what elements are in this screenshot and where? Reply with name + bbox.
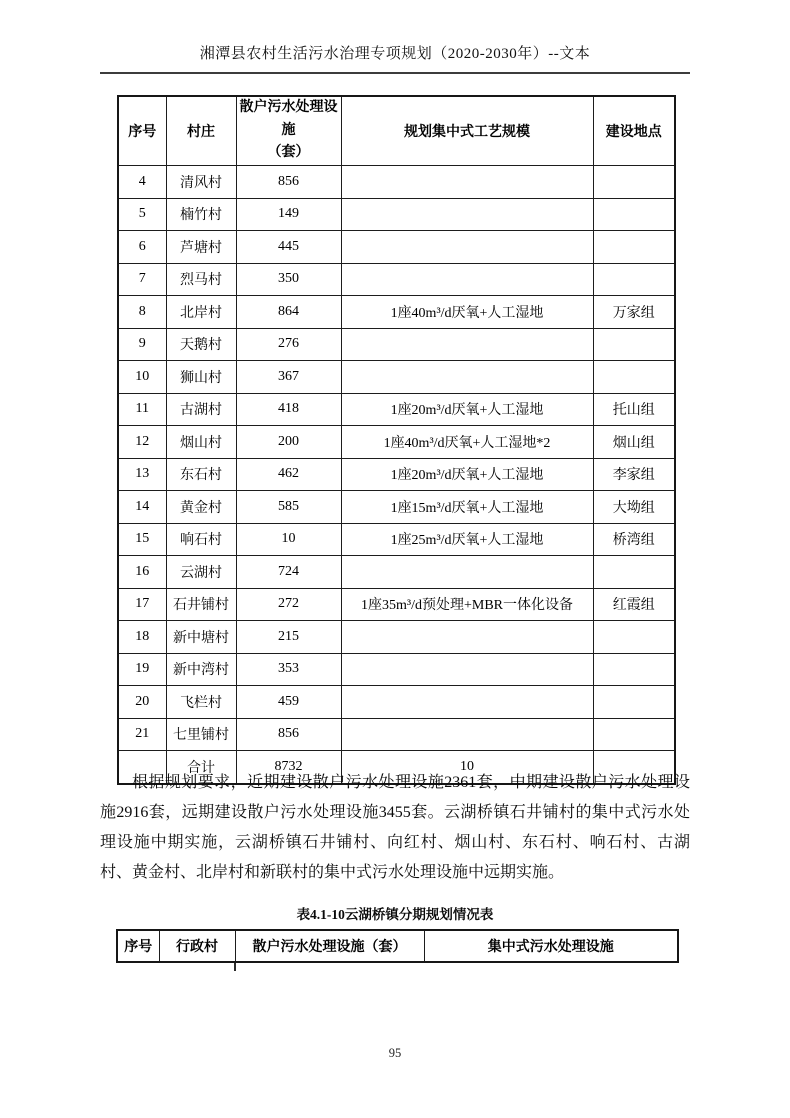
cell-units: 445 bbox=[236, 231, 341, 264]
table2-caption: 表4.1-10云湖桥镇分期规划情况表 bbox=[296, 907, 494, 922]
cell-village: 石井铺村 bbox=[166, 588, 236, 621]
cell-location: 李家组 bbox=[593, 458, 675, 491]
table-row bbox=[118, 523, 675, 556]
cell-units: 459 bbox=[236, 686, 341, 719]
cell-process bbox=[341, 361, 593, 394]
cell-units: 856 bbox=[236, 166, 341, 199]
cell-units: 350 bbox=[236, 263, 341, 296]
col-header-seq: 序号 bbox=[118, 96, 166, 166]
cell-process: 1座25m³/d厌氧+人工湿地 bbox=[341, 523, 593, 556]
cell-seq: 6 bbox=[118, 231, 166, 264]
cell-process: 1座20m³/d厌氧+人工湿地 bbox=[341, 458, 593, 491]
cell-location bbox=[593, 686, 675, 719]
col-header-village: 村庄 bbox=[166, 96, 236, 166]
cell-units: 585 bbox=[236, 491, 341, 524]
cell-village: 云湖村 bbox=[166, 556, 236, 589]
table-header-row bbox=[118, 96, 675, 166]
cell-seq: 7 bbox=[118, 263, 166, 296]
cell-village: 响石村 bbox=[166, 523, 236, 556]
cell-units: 276 bbox=[236, 328, 341, 361]
cell-location: 万家组 bbox=[593, 296, 675, 329]
cell-seq: 18 bbox=[118, 621, 166, 654]
table-row bbox=[118, 426, 675, 459]
cell-location: 桥湾组 bbox=[593, 523, 675, 556]
header-divider-rule bbox=[100, 72, 690, 74]
cell-location bbox=[593, 263, 675, 296]
table-header-row bbox=[117, 930, 678, 962]
table-row bbox=[118, 588, 675, 621]
cell-location bbox=[593, 231, 675, 264]
cell-seq: 12 bbox=[118, 426, 166, 459]
table-row bbox=[118, 393, 675, 426]
cell-units: 215 bbox=[236, 621, 341, 654]
cell-process bbox=[341, 556, 593, 589]
table-row bbox=[118, 653, 675, 686]
cell-location bbox=[593, 621, 675, 654]
cell-seq: 8 bbox=[118, 296, 166, 329]
cell-seq: 14 bbox=[118, 491, 166, 524]
cell-process: 1座15m³/d厌氧+人工湿地 bbox=[341, 491, 593, 524]
cell-units: 353 bbox=[236, 653, 341, 686]
cell-village: 新中湾村 bbox=[166, 653, 236, 686]
table-row bbox=[118, 458, 675, 491]
col-header-process: 规划集中式工艺规模 bbox=[341, 96, 593, 166]
cell-process: 1座40m³/d厌氧+人工湿地 bbox=[341, 296, 593, 329]
cell-process: 1座40m³/d厌氧+人工湿地*2 bbox=[341, 426, 593, 459]
col-header-units-line1: 散户污水处理设施 bbox=[239, 100, 338, 138]
cell-village: 飞栏村 bbox=[166, 686, 236, 719]
cell-process bbox=[341, 621, 593, 654]
cell-units: 272 bbox=[236, 588, 341, 621]
cell-village: 北岸村 bbox=[166, 296, 236, 329]
cell-location bbox=[593, 718, 675, 751]
col-header-admin-village: 行政村 bbox=[159, 930, 235, 962]
col-header-units-line2: （套） bbox=[267, 145, 310, 161]
cell-process bbox=[341, 653, 593, 686]
cell-location bbox=[593, 653, 675, 686]
cell-location bbox=[593, 198, 675, 231]
cell-village: 清风村 bbox=[166, 166, 236, 199]
table-row bbox=[118, 718, 675, 751]
table-row bbox=[118, 296, 675, 329]
cell-process bbox=[341, 686, 593, 719]
cell-location: 烟山组 bbox=[593, 426, 675, 459]
cell-seq: 15 bbox=[118, 523, 166, 556]
table-row bbox=[118, 621, 675, 654]
col-header-seq: 序号 bbox=[117, 930, 159, 962]
cell-units: 856 bbox=[236, 718, 341, 751]
cell-units: 418 bbox=[236, 393, 341, 426]
cell-village: 黄金村 bbox=[166, 491, 236, 524]
cell-seq: 4 bbox=[118, 166, 166, 199]
phased-planning-table bbox=[116, 929, 679, 963]
cell-seq: 13 bbox=[118, 458, 166, 491]
cell-units: 10 bbox=[236, 523, 341, 556]
cell-village: 楠竹村 bbox=[166, 198, 236, 231]
cell-process-total: 10 bbox=[341, 751, 593, 784]
cell-village: 天鹅村 bbox=[166, 328, 236, 361]
cell-units: 462 bbox=[236, 458, 341, 491]
cell-village: 芦塘村 bbox=[166, 231, 236, 264]
cell-village: 狮山村 bbox=[166, 361, 236, 394]
cell-seq: 19 bbox=[118, 653, 166, 686]
cell-location: 大坳组 bbox=[593, 491, 675, 524]
table-row bbox=[118, 556, 675, 589]
table-row bbox=[118, 328, 675, 361]
cell-location: 红霞组 bbox=[593, 588, 675, 621]
table-row bbox=[118, 686, 675, 719]
cell-process bbox=[341, 328, 593, 361]
cell-process bbox=[341, 263, 593, 296]
cell-seq: 20 bbox=[118, 686, 166, 719]
cell-process bbox=[341, 166, 593, 199]
cell-seq: 21 bbox=[118, 718, 166, 751]
cell-seq: 9 bbox=[118, 328, 166, 361]
cell-process bbox=[341, 718, 593, 751]
cell-seq: 17 bbox=[118, 588, 166, 621]
cell-total-label: 合计 bbox=[166, 751, 236, 784]
cell-process: 1座35m³/d预处理+MBR一体化设备 bbox=[341, 588, 593, 621]
cell-units: 864 bbox=[236, 296, 341, 329]
cell-process bbox=[341, 231, 593, 264]
document-header-title: 湘潭县农村生活污水治理专项规划（2020-2030年）--文本 bbox=[199, 46, 591, 62]
cell-seq: 16 bbox=[118, 556, 166, 589]
table-row bbox=[118, 263, 675, 296]
cell-seq: 10 bbox=[118, 361, 166, 394]
table-row bbox=[118, 166, 675, 199]
cell-location bbox=[593, 361, 675, 394]
cell-village: 烟山村 bbox=[166, 426, 236, 459]
cell-seq: 11 bbox=[118, 393, 166, 426]
table-row bbox=[118, 491, 675, 524]
cell-location bbox=[593, 556, 675, 589]
table-row bbox=[118, 198, 675, 231]
cell-process bbox=[341, 198, 593, 231]
table-continuation-mark bbox=[234, 963, 236, 971]
cell-process: 1座20m³/d厌氧+人工湿地 bbox=[341, 393, 593, 426]
cell-village: 七里铺村 bbox=[166, 718, 236, 751]
cell-units-total: 8732 bbox=[236, 751, 341, 784]
village-facilities-table bbox=[117, 95, 676, 785]
cell-seq: 5 bbox=[118, 198, 166, 231]
cell-units: 367 bbox=[236, 361, 341, 394]
cell-units: 200 bbox=[236, 426, 341, 459]
col-header-units: 散户污水处理设施（套） bbox=[235, 930, 424, 962]
cell-village: 东石村 bbox=[166, 458, 236, 491]
cell-units: 149 bbox=[236, 198, 341, 231]
page-number: 95 bbox=[388, 1046, 402, 1060]
table-row bbox=[118, 361, 675, 394]
cell-units: 724 bbox=[236, 556, 341, 589]
cell-village: 烈马村 bbox=[166, 263, 236, 296]
cell-village: 新中塘村 bbox=[166, 621, 236, 654]
col-header-central: 集中式污水处理设施 bbox=[424, 930, 678, 962]
planning-paragraph: 根据规划要求，近期建设散户污水处理设施2361套，中期建设散户污水处理设施2916套，远期建设散户污水处理设施3455套。云湖桥镇石井铺村的集中式污水处理设施中期实施，云湖桥镇石井铺村、向红村、烟山村、东石村、响石村、古湖村、黄金村、北岸村和新联村的集中式污水处理设施中远期实施。 bbox=[100, 774, 690, 881]
cell-location: 托山组 bbox=[593, 393, 675, 426]
col-header-location: 建设地点 bbox=[593, 96, 675, 166]
cell-village: 古湖村 bbox=[166, 393, 236, 426]
col-header-units bbox=[236, 96, 341, 166]
cell-location bbox=[593, 166, 675, 199]
table-row bbox=[118, 231, 675, 264]
cell-location bbox=[593, 328, 675, 361]
